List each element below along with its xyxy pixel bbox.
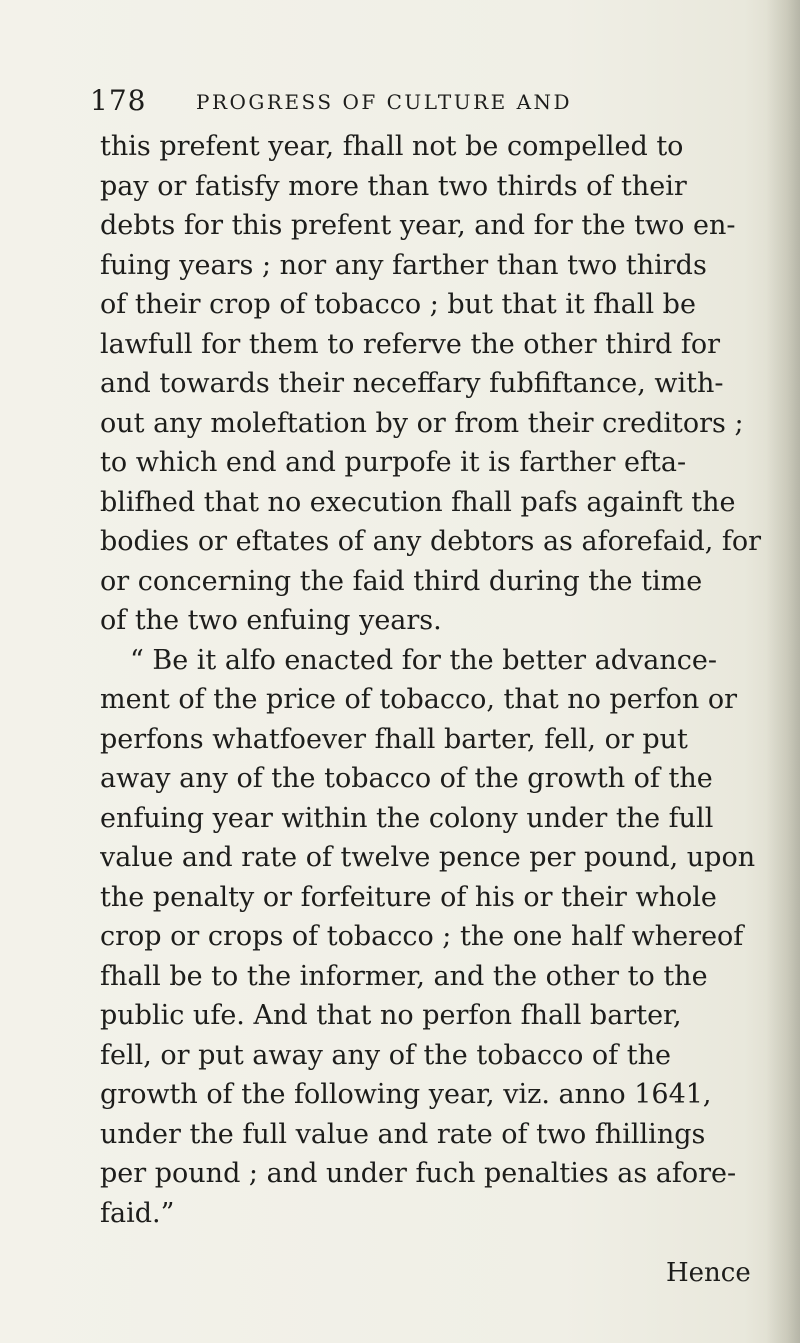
- text-line: per pound ; and under fuch penalties as afore-: [100, 1158, 737, 1189]
- text-line: of their crop of tobacco ; but that it fhall be: [100, 289, 696, 320]
- text-line: the penalty or forfeiture of his or their whole: [100, 881, 717, 913]
- text-line: and towards their neceffary fubfiftance, with-: [100, 368, 724, 399]
- running-title: PROGRESS OF CULTURE AND: [196, 90, 573, 114]
- text-line: pay or fatisfy more than two thirds of their: [100, 170, 687, 202]
- text-line: out any moleftation by or from their creditors ;: [100, 407, 744, 439]
- catchword: Hence: [666, 1258, 751, 1288]
- text-line: bodies or eftates of any debtors as aforefaid, for: [100, 526, 762, 557]
- body-text: [100, 127, 780, 1233]
- running-head: [90, 84, 690, 124]
- text-line: “ Be it alfo enacted for the better advance-: [130, 644, 718, 676]
- text-line: fhall be to the informer, and the other to the: [100, 960, 708, 992]
- text-line: crop or crops of tobacco ; the one half whereof: [100, 921, 744, 952]
- text-line: of the two enfuing years.: [100, 605, 442, 636]
- text-line: ment of the price of tobacco, that no perfon or: [100, 684, 738, 715]
- text-line: blifhed that no execution fhall pafs againft the: [100, 486, 736, 518]
- page-number: 178: [90, 84, 147, 117]
- text-line: debts for this prefent year, and for the two en-: [100, 210, 736, 241]
- text-line: or concerning the faid third during the time: [100, 565, 703, 597]
- text-line: growth of the following year, viz. anno 1641,: [100, 1079, 712, 1110]
- text-line: this prefent year, fhall not be compelled to: [100, 131, 684, 162]
- text-line: fell, or put away any of the tobacco of the: [100, 1039, 671, 1071]
- text-line: public ufe. And that no perfon fhall barter,: [100, 1000, 682, 1031]
- text-line: perfons whatfoever fhall barter, fell, or put: [100, 723, 688, 755]
- text-line: under the full value and rate of two fhillings: [100, 1118, 706, 1150]
- text-line: to which end and purpofe it is farther efta-: [100, 447, 687, 478]
- text-line: away any of the tobacco of the growth of the: [100, 763, 713, 794]
- text-line: value and rate of twelve pence per pound, upon: [100, 842, 756, 873]
- text-line: faid.”: [100, 1197, 175, 1229]
- text-line: fuing years ; nor any farther than two thirds: [100, 249, 707, 281]
- text-line: enfuing year within the colony under the full: [100, 802, 714, 834]
- text-line: lawfull for them to referve the other third for: [100, 328, 721, 360]
